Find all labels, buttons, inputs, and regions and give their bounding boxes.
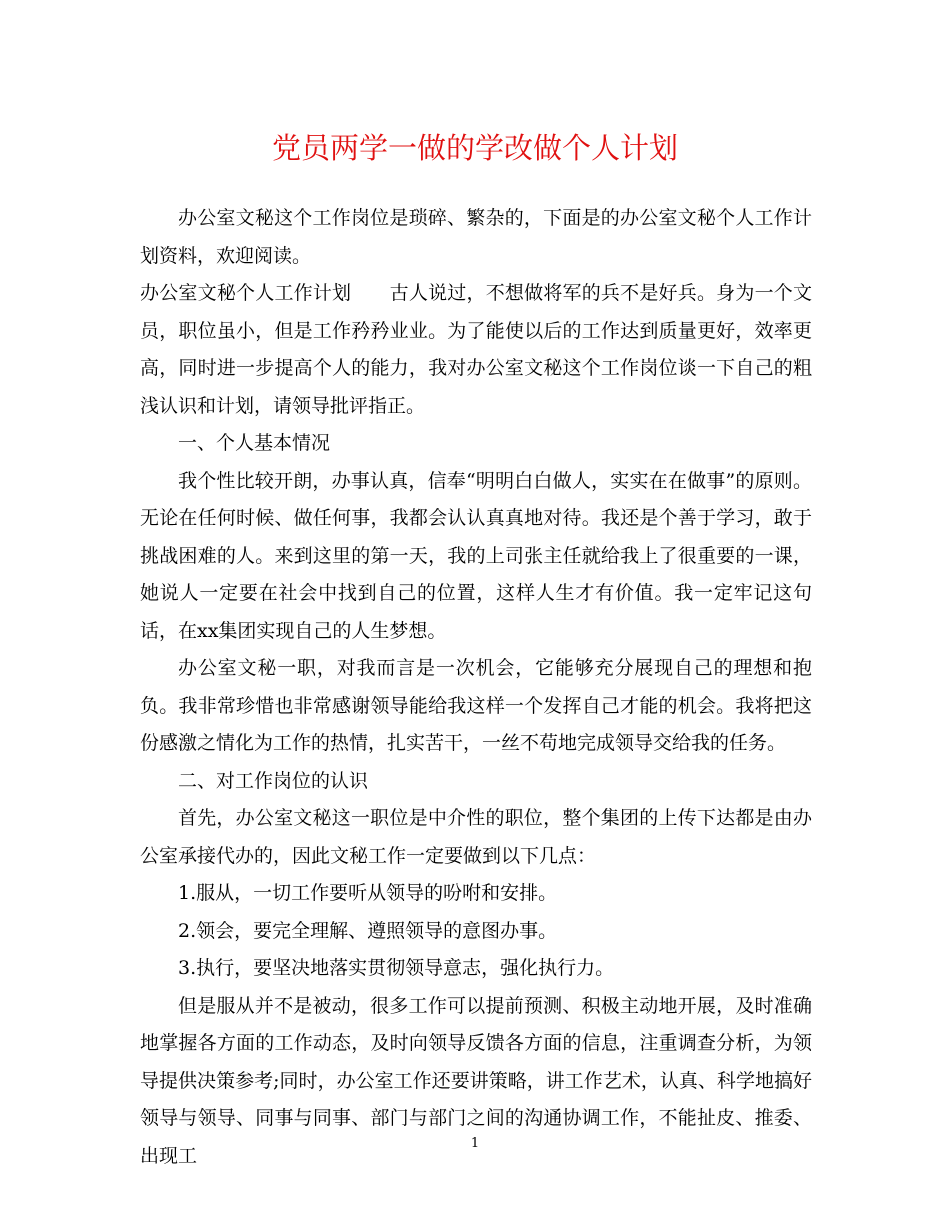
- paragraph: 3.执行，要坚决地落实贯彻领导意志，强化执行力。: [178, 957, 615, 979]
- document-title: 党员两学一做的学改做个人计划: [271, 131, 678, 165]
- paragraph: 办公室文秘这个工作岗位是琐碎、繁杂的，下面是的办公室文秘个人工作计划资料，欢迎阅读。: [140, 207, 812, 267]
- paragraph: 2.领会，要完全理解、遵照领导的意图办事。: [178, 919, 558, 942]
- paragraph: 二、对工作岗位的认识: [178, 769, 369, 792]
- document-body: [140, 200, 812, 1175]
- paragraph: 办公室文秘个人工作计划 古人说过，不想做将军的兵不是好兵。身为一个文员，职位虽小，但是工作矜矜业业。为了能使以后的工作达到质量更好，效率更高，同时进一步提高个人的能力，我对办公室文秘这个工作岗位谈一下自己的粗浅认识和计划，请领导批评指正。: [140, 282, 812, 417]
- paragraph: 1.服从，一切工作要听从领导的吩咐和安排。: [178, 882, 558, 904]
- paragraph: 办公室文秘一职，对我而言是一次机会，它能够充分展现自己的理想和抱负。我非常珍惜也非常感谢领导能给我这样一个发挥自己才能的机会。我将把这份感激之情化为工作的热情，扎实苦干，一丝不苟地完成领导交给我的任务。: [140, 657, 812, 754]
- paragraph: 但是服从并不是被动，很多工作可以提前预测、积极主动地开展，及时准确地掌握各方面的工作动态，及时向领导反馈各方面的信息，注重调查分析，为领导提供决策参考;同时，办公室工作还要讲策略，讲工作艺术，认真、科学地搞好领导与领导、同事与同事、部门与部门之间的沟通协调工作，不能扯皮、推委、出现工: [140, 994, 812, 1167]
- paragraph: 首先，办公室文秘这一职位是中介性的职位，整个集团的上传下达都是由办公室承接代办的，因此文秘工作一定要做到以下几点：: [140, 807, 812, 867]
- paragraph: 我个性比较开朗，办事认真，信奉“明明白白做人，实实在在做事”的原则。无论在任何时候、做任何事，我都会认认真真地对待。我还是个善于学习，敢于挑战困难的人。来到这里的第一天，我的上司张主任就给我上了很重要的一课，她说人一定要在社会中找到自己的位置，这样人生才有价值。我一定牢记这句话，在xx集团实现自己的人生梦想。: [140, 469, 812, 642]
- page-number: 1: [470, 1136, 480, 1151]
- paragraph: 一、个人基本情况: [178, 432, 331, 454]
